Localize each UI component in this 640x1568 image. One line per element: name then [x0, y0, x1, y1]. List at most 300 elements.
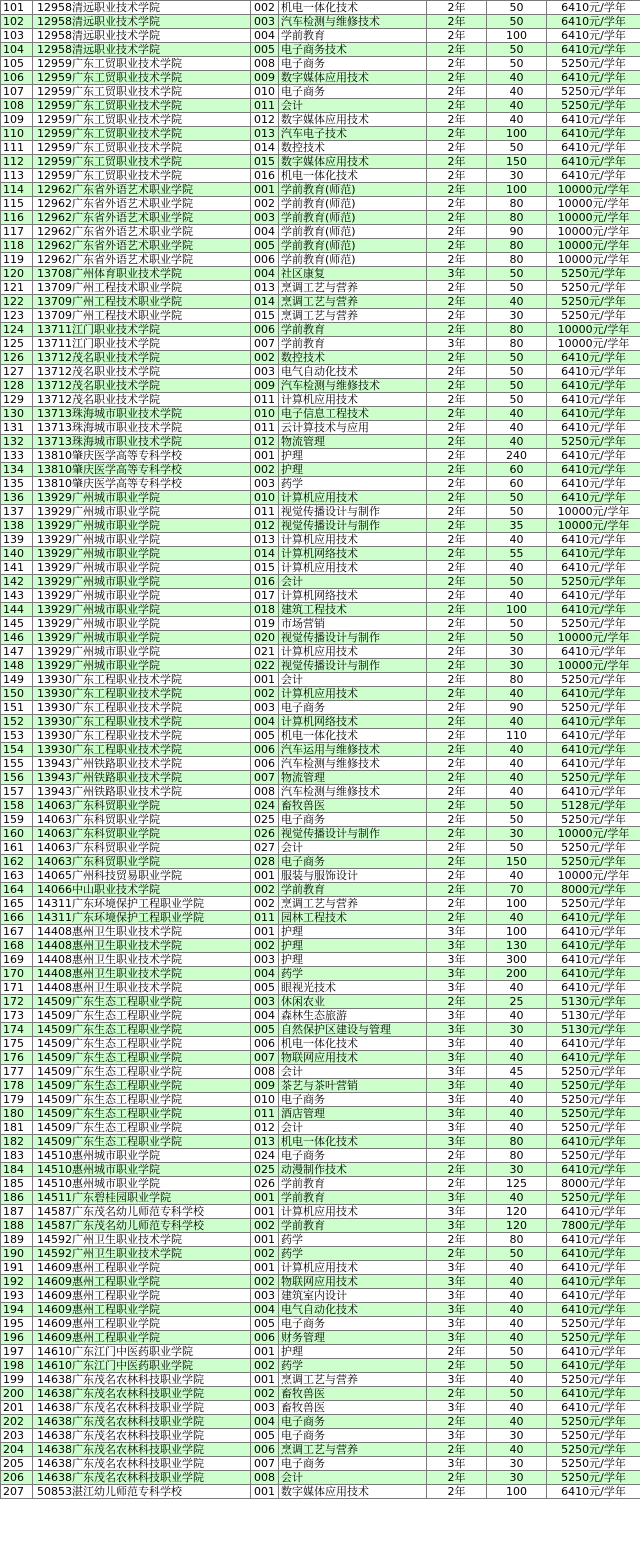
row-number-cell: 126 — [1, 351, 33, 365]
duration-cell: 2年 — [427, 309, 487, 323]
table-row — [1, 295, 640, 309]
major-code-cell: 001 — [251, 1485, 279, 1499]
quota-cell: 50 — [487, 141, 547, 155]
table-row — [1, 1149, 640, 1163]
tuition-cell: 6410元/学年 — [547, 743, 640, 757]
major-name-cell: 护理 — [279, 1345, 427, 1359]
row-number-cell: 108 — [1, 99, 33, 113]
school-cell: 14638广东茂名农林科技职业学院 — [33, 1401, 251, 1415]
quota-cell: 80 — [487, 323, 547, 337]
tuition-cell: 5250元/学年 — [547, 1121, 640, 1135]
major-name-cell: 机电一体化技术 — [279, 169, 427, 183]
school-cell: 14066中山职业技术学院 — [33, 883, 251, 897]
table-row — [1, 323, 640, 337]
quota-cell: 80 — [487, 253, 547, 267]
duration-cell: 2年 — [427, 659, 487, 673]
major-name-cell: 学前教育(师范) — [279, 253, 427, 267]
major-name-cell: 学前教育 — [279, 1219, 427, 1233]
major-code-cell: 006 — [251, 743, 279, 757]
tuition-cell: 5250元/学年 — [547, 309, 640, 323]
school-cell: 12959广东工贸职业技术学院 — [33, 99, 251, 113]
quota-cell: 50 — [487, 365, 547, 379]
duration-cell: 3年 — [427, 1331, 487, 1345]
duration-cell: 3年 — [427, 1135, 487, 1149]
major-code-cell: 003 — [251, 953, 279, 967]
quota-cell: 40 — [487, 771, 547, 785]
table-row — [1, 309, 640, 323]
tuition-cell: 10000元/学年 — [547, 659, 640, 673]
school-cell: 14610广东江门中医药职业学院 — [33, 1359, 251, 1373]
tuition-cell: 5130元/学年 — [547, 1009, 640, 1023]
major-name-cell: 机电一体化技术 — [279, 1, 427, 15]
tuition-cell: 6410元/学年 — [547, 379, 640, 393]
tuition-cell: 5250元/学年 — [547, 1471, 640, 1485]
major-name-cell: 药学 — [279, 1233, 427, 1247]
major-code-cell: 015 — [251, 561, 279, 575]
quota-cell: 50 — [487, 1387, 547, 1401]
tuition-cell: 6410元/学年 — [547, 407, 640, 421]
school-cell: 13709广州工程技术职业学院 — [33, 281, 251, 295]
row-number-cell: 207 — [1, 1485, 33, 1499]
duration-cell: 2年 — [427, 575, 487, 589]
school-cell: 14638广东茂名农林科技职业学院 — [33, 1415, 251, 1429]
major-name-cell: 电子商务技术 — [279, 43, 427, 57]
duration-cell: 2年 — [427, 85, 487, 99]
tuition-cell: 5250元/学年 — [547, 57, 640, 71]
duration-cell: 3年 — [427, 1051, 487, 1065]
quota-cell: 40 — [487, 113, 547, 127]
table-row — [1, 281, 640, 295]
school-cell: 14638广东茂名农林科技职业学院 — [33, 1387, 251, 1401]
major-name-cell: 计算机应用技术 — [279, 1261, 427, 1275]
table-row — [1, 995, 640, 1009]
major-code-cell: 025 — [251, 813, 279, 827]
table-row — [1, 589, 640, 603]
major-code-cell: 006 — [251, 253, 279, 267]
row-number-cell: 197 — [1, 1345, 33, 1359]
tuition-cell: 6410元/学年 — [547, 757, 640, 771]
quota-cell: 35 — [487, 519, 547, 533]
major-name-cell: 物联网应用技术 — [279, 1275, 427, 1289]
row-number-cell: 163 — [1, 869, 33, 883]
major-name-cell: 数字媒体应用技术 — [279, 113, 427, 127]
duration-cell: 3年 — [427, 1373, 487, 1387]
major-code-cell: 013 — [251, 1135, 279, 1149]
duration-cell: 3年 — [427, 1079, 487, 1093]
duration-cell: 2年 — [427, 715, 487, 729]
major-name-cell: 汽车检测与维修技术 — [279, 15, 427, 29]
duration-cell: 2年 — [427, 71, 487, 85]
table-row — [1, 1429, 640, 1443]
major-name-cell: 数字媒体应用技术 — [279, 71, 427, 85]
tuition-cell: 10000元/学年 — [547, 239, 640, 253]
major-code-cell: 013 — [251, 533, 279, 547]
table-row — [1, 1359, 640, 1373]
major-code-cell: 002 — [251, 351, 279, 365]
tuition-cell: 6410元/学年 — [547, 547, 640, 561]
major-code-cell: 001 — [251, 449, 279, 463]
row-number-cell: 174 — [1, 1023, 33, 1037]
row-number-cell: 179 — [1, 1093, 33, 1107]
major-name-cell: 物流管理 — [279, 771, 427, 785]
tuition-cell: 5250元/学年 — [547, 1443, 640, 1457]
major-code-cell: 006 — [251, 323, 279, 337]
major-code-cell: 005 — [251, 1429, 279, 1443]
quota-cell: 40 — [487, 71, 547, 85]
tuition-cell: 6410元/学年 — [547, 1233, 640, 1247]
quota-cell: 40 — [487, 1275, 547, 1289]
table-row — [1, 1079, 640, 1093]
duration-cell: 2年 — [427, 29, 487, 43]
table-row — [1, 1, 640, 15]
major-code-cell: 008 — [251, 1065, 279, 1079]
major-name-cell: 建筑室内设计 — [279, 1289, 427, 1303]
major-code-cell: 004 — [251, 1009, 279, 1023]
duration-cell: 2年 — [427, 589, 487, 603]
major-code-cell: 004 — [251, 267, 279, 281]
duration-cell: 2年 — [427, 15, 487, 29]
row-number-cell: 137 — [1, 505, 33, 519]
major-name-cell: 畜牧兽医 — [279, 1387, 427, 1401]
major-code-cell: 005 — [251, 43, 279, 57]
quota-cell: 40 — [487, 1191, 547, 1205]
row-number-cell: 192 — [1, 1275, 33, 1289]
major-name-cell: 汽车检测与维修技术 — [279, 379, 427, 393]
quota-cell: 90 — [487, 701, 547, 715]
major-name-cell: 学前教育(师范) — [279, 197, 427, 211]
major-code-cell: 009 — [251, 71, 279, 85]
duration-cell: 2年 — [427, 645, 487, 659]
table-row — [1, 827, 640, 841]
school-cell: 12958清远职业技术学院 — [33, 43, 251, 57]
major-code-cell: 024 — [251, 799, 279, 813]
row-number-cell: 158 — [1, 799, 33, 813]
quota-cell: 40 — [487, 533, 547, 547]
table-row — [1, 85, 640, 99]
tuition-cell: 5250元/学年 — [547, 281, 640, 295]
table-row — [1, 71, 640, 85]
major-code-cell: 008 — [251, 57, 279, 71]
duration-cell: 2年 — [427, 211, 487, 225]
major-code-cell: 011 — [251, 1107, 279, 1121]
tuition-cell: 6410元/学年 — [547, 421, 640, 435]
major-code-cell: 012 — [251, 1121, 279, 1135]
duration-cell: 2年 — [427, 547, 487, 561]
school-cell: 13713珠海城市职业技术学院 — [33, 421, 251, 435]
major-code-cell: 001 — [251, 1205, 279, 1219]
duration-cell: 2年 — [427, 169, 487, 183]
school-cell: 14065广州科技贸易职业学院 — [33, 869, 251, 883]
school-cell: 14063广东科贸职业学院 — [33, 813, 251, 827]
quota-cell: 40 — [487, 869, 547, 883]
tuition-cell: 6410元/学年 — [547, 1205, 640, 1219]
school-cell: 12962广东省外语艺术职业学院 — [33, 197, 251, 211]
quota-cell: 30 — [487, 1429, 547, 1443]
duration-cell: 2年 — [427, 435, 487, 449]
major-code-cell: 020 — [251, 631, 279, 645]
duration-cell: 3年 — [427, 1205, 487, 1219]
school-cell: 14509广东生态工程职业学院 — [33, 1093, 251, 1107]
row-number-cell: 139 — [1, 533, 33, 547]
quota-cell: 40 — [487, 1261, 547, 1275]
school-cell: 13712茂名职业技术学院 — [33, 365, 251, 379]
school-cell: 14311广东环境保护工程职业学院 — [33, 911, 251, 925]
tuition-cell: 6410元/学年 — [547, 365, 640, 379]
major-code-cell: 011 — [251, 99, 279, 113]
table-row — [1, 141, 640, 155]
duration-cell: 2年 — [427, 897, 487, 911]
duration-cell: 3年 — [427, 1121, 487, 1135]
duration-cell: 2年 — [427, 141, 487, 155]
table-row — [1, 687, 640, 701]
tuition-cell: 5250元/学年 — [547, 295, 640, 309]
duration-cell: 2年 — [427, 379, 487, 393]
quota-cell: 200 — [487, 967, 547, 981]
duration-cell: 2年 — [427, 351, 487, 365]
duration-cell: 2年 — [427, 1443, 487, 1457]
duration-cell: 2年 — [427, 183, 487, 197]
table-row — [1, 1037, 640, 1051]
tuition-cell: 10000元/学年 — [547, 225, 640, 239]
table-row — [1, 57, 640, 71]
table-row — [1, 729, 640, 743]
tuition-cell: 6410元/学年 — [547, 925, 640, 939]
quota-cell: 80 — [487, 239, 547, 253]
tuition-cell: 8000元/学年 — [547, 883, 640, 897]
tuition-cell: 10000元/学年 — [547, 337, 640, 351]
duration-cell: 2年 — [427, 813, 487, 827]
quota-cell: 100 — [487, 1485, 547, 1499]
duration-cell: 2年 — [427, 603, 487, 617]
duration-cell: 3年 — [427, 1009, 487, 1023]
major-code-cell: 013 — [251, 127, 279, 141]
table-row — [1, 253, 640, 267]
school-cell: 12962广东省外语艺术职业学院 — [33, 239, 251, 253]
school-cell: 13929广州城市职业学院 — [33, 505, 251, 519]
tuition-cell: 6410元/学年 — [547, 981, 640, 995]
row-number-cell: 196 — [1, 1331, 33, 1345]
major-name-cell: 眼视光技术 — [279, 981, 427, 995]
duration-cell: 2年 — [427, 1247, 487, 1261]
major-code-cell: 015 — [251, 155, 279, 169]
major-name-cell: 会计 — [279, 1471, 427, 1485]
tuition-cell: 5250元/学年 — [547, 1373, 640, 1387]
school-cell: 14510惠州城市职业学院 — [33, 1163, 251, 1177]
school-cell: 13929广州城市职业学院 — [33, 547, 251, 561]
quota-cell: 240 — [487, 449, 547, 463]
row-number-cell: 112 — [1, 155, 33, 169]
tuition-cell: 10000元/学年 — [547, 505, 640, 519]
major-name-cell: 电子商务 — [279, 1415, 427, 1429]
quota-cell: 40 — [487, 295, 547, 309]
table-row — [1, 519, 640, 533]
table-row — [1, 477, 640, 491]
school-cell: 14509广东生态工程职业学院 — [33, 995, 251, 1009]
tuition-cell: 5250元/学年 — [547, 99, 640, 113]
tuition-cell: 5250元/学年 — [547, 673, 640, 687]
table-row — [1, 1163, 640, 1177]
tuition-cell: 5250元/学年 — [547, 771, 640, 785]
duration-cell: 2年 — [427, 631, 487, 645]
duration-cell: 2年 — [427, 1177, 487, 1191]
table-row — [1, 99, 640, 113]
duration-cell: 2年 — [427, 421, 487, 435]
major-name-cell: 服装与服饰设计 — [279, 869, 427, 883]
row-number-cell: 106 — [1, 71, 33, 85]
major-name-cell: 计算机应用技术 — [279, 561, 427, 575]
duration-cell: 2年 — [427, 113, 487, 127]
major-code-cell: 004 — [251, 225, 279, 239]
duration-cell: 3年 — [427, 953, 487, 967]
major-name-cell: 学前教育(师范) — [279, 225, 427, 239]
table-row — [1, 155, 640, 169]
quota-cell: 40 — [487, 1303, 547, 1317]
row-number-cell: 136 — [1, 491, 33, 505]
school-cell: 14609惠州工程职业学院 — [33, 1261, 251, 1275]
tuition-cell: 6410元/学年 — [547, 141, 640, 155]
school-cell: 14063广东科贸职业学院 — [33, 799, 251, 813]
quota-cell: 80 — [487, 1149, 547, 1163]
row-number-cell: 203 — [1, 1429, 33, 1443]
tuition-cell: 6410元/学年 — [547, 967, 640, 981]
quota-cell: 30 — [487, 169, 547, 183]
major-code-cell: 004 — [251, 715, 279, 729]
tuition-cell: 5250元/学年 — [547, 267, 640, 281]
quota-cell: 40 — [487, 407, 547, 421]
quota-cell: 50 — [487, 15, 547, 29]
quota-cell: 40 — [487, 1415, 547, 1429]
row-number-cell: 184 — [1, 1163, 33, 1177]
table-row — [1, 1443, 640, 1457]
school-cell: 13810肇庆医学高等专科学校 — [33, 463, 251, 477]
tuition-cell: 6410元/学年 — [547, 1135, 640, 1149]
duration-cell: 3年 — [427, 1401, 487, 1415]
tuition-cell: 6410元/学年 — [547, 491, 640, 505]
tuition-cell: 6410元/学年 — [547, 477, 640, 491]
row-number-cell: 114 — [1, 183, 33, 197]
table-row — [1, 967, 640, 981]
major-name-cell: 酒店管理 — [279, 1107, 427, 1121]
school-cell: 14592广州卫生职业技术学院 — [33, 1233, 251, 1247]
row-number-cell: 107 — [1, 85, 33, 99]
table-row — [1, 841, 640, 855]
duration-cell: 2年 — [427, 365, 487, 379]
major-code-cell: 002 — [251, 1387, 279, 1401]
school-cell: 12959广东工贸职业技术学院 — [33, 113, 251, 127]
tuition-cell: 10000元/学年 — [547, 253, 640, 267]
duration-cell: 3年 — [427, 925, 487, 939]
row-number-cell: 180 — [1, 1107, 33, 1121]
row-number-cell: 124 — [1, 323, 33, 337]
tuition-cell: 6410元/学年 — [547, 1401, 640, 1415]
school-cell: 14609惠州工程职业学院 — [33, 1303, 251, 1317]
major-name-cell: 电子商务 — [279, 855, 427, 869]
school-cell: 14063广东科贸职业学院 — [33, 855, 251, 869]
row-number-cell: 110 — [1, 127, 33, 141]
quota-cell: 40 — [487, 911, 547, 925]
table-row — [1, 379, 640, 393]
major-code-cell: 011 — [251, 393, 279, 407]
tuition-cell: 6410元/学年 — [547, 43, 640, 57]
table-row — [1, 15, 640, 29]
duration-cell: 2年 — [427, 1387, 487, 1401]
major-code-cell: 002 — [251, 1275, 279, 1289]
major-code-cell: 002 — [251, 687, 279, 701]
quota-cell: 150 — [487, 155, 547, 169]
duration-cell: 2年 — [427, 701, 487, 715]
table-row — [1, 1205, 640, 1219]
school-cell: 14510惠州城市职业学院 — [33, 1149, 251, 1163]
row-number-cell: 176 — [1, 1051, 33, 1065]
table-row — [1, 505, 640, 519]
major-name-cell: 动漫制作技术 — [279, 1163, 427, 1177]
table-row — [1, 337, 640, 351]
tuition-cell: 6410元/学年 — [547, 155, 640, 169]
table-row — [1, 743, 640, 757]
major-code-cell: 017 — [251, 589, 279, 603]
major-code-cell: 002 — [251, 883, 279, 897]
quota-cell: 50 — [487, 267, 547, 281]
tuition-cell: 6410元/学年 — [547, 1387, 640, 1401]
duration-cell: 2年 — [427, 1345, 487, 1359]
major-name-cell: 机电一体化技术 — [279, 1135, 427, 1149]
tuition-cell: 6410元/学年 — [547, 1037, 640, 1051]
row-number-cell: 127 — [1, 365, 33, 379]
row-number-cell: 101 — [1, 1, 33, 15]
tuition-cell: 6410元/学年 — [547, 15, 640, 29]
tuition-cell: 5250元/学年 — [547, 1107, 640, 1121]
major-code-cell: 002 — [251, 897, 279, 911]
school-cell: 14638广东茂名农林科技职业学院 — [33, 1457, 251, 1471]
school-cell: 13712茂名职业技术学院 — [33, 351, 251, 365]
table-row — [1, 771, 640, 785]
row-number-cell: 170 — [1, 967, 33, 981]
major-code-cell: 003 — [251, 15, 279, 29]
row-number-cell: 175 — [1, 1037, 33, 1051]
table-row — [1, 1009, 640, 1023]
school-cell: 13709广州工程技术职业学院 — [33, 309, 251, 323]
school-cell: 14610广东江门中医药职业学院 — [33, 1345, 251, 1359]
row-number-cell: 121 — [1, 281, 33, 295]
quota-cell: 50 — [487, 617, 547, 631]
major-name-cell: 学前教育(师范) — [279, 183, 427, 197]
row-number-cell: 157 — [1, 785, 33, 799]
major-name-cell: 计算机应用技术 — [279, 645, 427, 659]
school-cell: 12962广东省外语艺术职业学院 — [33, 225, 251, 239]
major-code-cell: 014 — [251, 295, 279, 309]
major-code-cell: 001 — [251, 869, 279, 883]
quota-cell: 50 — [487, 1, 547, 15]
major-name-cell: 机电一体化技术 — [279, 1037, 427, 1051]
school-cell: 14063广东科贸职业学院 — [33, 827, 251, 841]
row-number-cell: 198 — [1, 1359, 33, 1373]
duration-cell: 2年 — [427, 519, 487, 533]
major-name-cell: 学前教育 — [279, 29, 427, 43]
quota-cell: 50 — [487, 799, 547, 813]
table-row — [1, 1177, 640, 1191]
table-row — [1, 1289, 640, 1303]
table-row — [1, 547, 640, 561]
major-name-cell: 数控技术 — [279, 351, 427, 365]
duration-cell: 2年 — [427, 911, 487, 925]
quota-cell: 80 — [487, 1135, 547, 1149]
table-row — [1, 1275, 640, 1289]
duration-cell: 3年 — [427, 1317, 487, 1331]
school-cell: 14509广东生态工程职业学院 — [33, 1135, 251, 1149]
major-name-cell: 视觉传播设计与制作 — [279, 659, 427, 673]
school-cell: 13713珠海城市职业技术学院 — [33, 435, 251, 449]
tuition-cell: 6410元/学年 — [547, 449, 640, 463]
